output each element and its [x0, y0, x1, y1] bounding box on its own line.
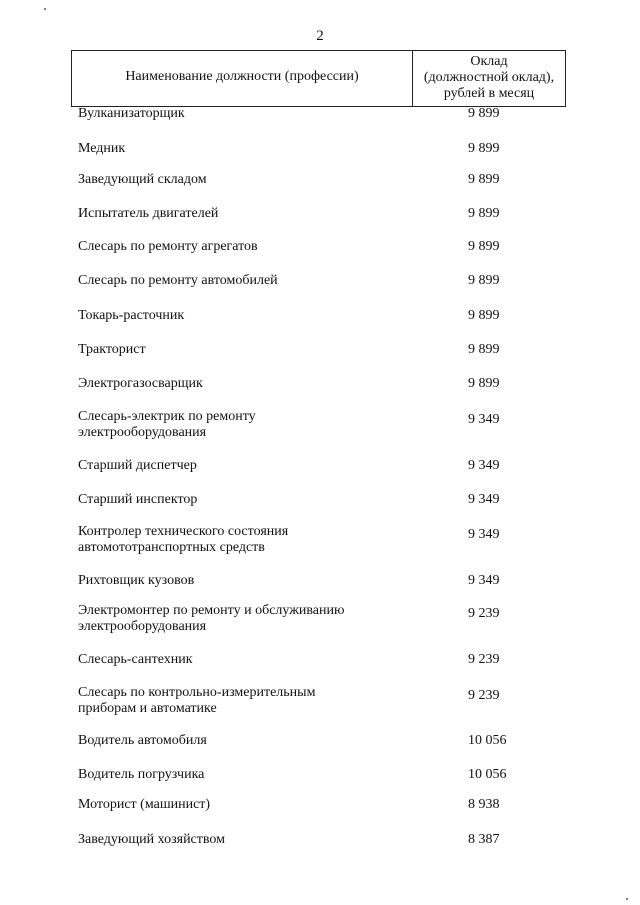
position-name-line: Слесарь по контрольно-измерительным	[78, 685, 316, 700]
column-header-salary	[413, 54, 565, 102]
position-name	[78, 409, 438, 441]
position-name-line: Электромонтер по ремонту и обслуживанию	[78, 603, 345, 618]
salary-value: 9 349	[468, 527, 500, 542]
position-name	[78, 239, 438, 255]
salary-value: 9 899	[468, 239, 500, 254]
position-name-line: Вулканизаторщик	[78, 106, 185, 121]
position-name-line: электрооборудования	[78, 619, 207, 634]
position-name	[78, 273, 438, 289]
position-name-line: электрооборудования	[78, 425, 207, 440]
position-name-line: Контролер технического состояния	[78, 524, 289, 539]
position-name	[78, 106, 438, 122]
position-name-line: Слесарь-сантехник	[78, 652, 193, 667]
salary-value: 9 239	[468, 652, 500, 667]
salary-value: 9 899	[468, 172, 500, 187]
position-name	[78, 308, 438, 324]
position-name-line: автомототранспортных средств	[78, 540, 265, 555]
position-name-line: Тракторист	[78, 342, 146, 357]
salary-value: 9 349	[468, 492, 500, 507]
position-name	[78, 342, 438, 358]
salary-value: 9 349	[468, 458, 500, 473]
position-name	[78, 797, 438, 813]
position-name-line: Водитель автомобиля	[78, 733, 207, 748]
salary-value: 9 349	[468, 573, 500, 588]
salary-value: 9 899	[468, 141, 500, 156]
position-name	[78, 141, 438, 157]
scan-speck	[626, 898, 628, 900]
salary-value: 8 387	[468, 832, 500, 847]
salary-value: 9 899	[468, 273, 500, 288]
position-name-line: Медник	[78, 141, 126, 156]
position-name-line: Токарь-расточник	[78, 308, 185, 323]
position-name-line: Старший диспетчер	[78, 458, 197, 473]
salary-header-line: (должностной оклад),	[423, 70, 555, 85]
position-name	[78, 652, 438, 668]
salary-value: 9 349	[468, 412, 500, 427]
page-number: 2	[316, 28, 324, 44]
scan-speck	[44, 8, 46, 10]
salary-value: 10 056	[468, 767, 507, 782]
position-name-line: Слесарь-электрик по ремонту	[78, 409, 256, 424]
position-name	[78, 767, 438, 783]
salary-header-line: рублей в месяц	[443, 86, 535, 101]
position-name-line: Электрогазосварщик	[78, 376, 203, 391]
salary-header-line: Оклад	[470, 54, 508, 69]
position-name	[78, 458, 438, 474]
column-header-position: Наименование должности (профессии)	[125, 69, 359, 84]
position-name-line: Испытатель двигателей	[78, 206, 219, 221]
position-name	[78, 733, 438, 749]
position-name	[78, 206, 438, 222]
position-name-line: Моторист (машинист)	[78, 797, 211, 812]
position-name	[78, 685, 438, 717]
salary-value: 8 938	[468, 797, 500, 812]
salary-value: 9 899	[468, 342, 500, 357]
position-name-line: Водитель погрузчика	[78, 767, 205, 782]
salary-value: 9 899	[468, 206, 500, 221]
salary-value: 9 239	[468, 606, 500, 621]
position-name-line: Заведующий хозяйством	[78, 832, 225, 847]
salary-value: 9 899	[468, 376, 500, 391]
position-name	[78, 376, 438, 392]
salary-value: 10 056	[468, 733, 507, 748]
position-name-line: Заведующий складом	[78, 172, 207, 187]
position-name-line: Слесарь по ремонту автомобилей	[78, 273, 278, 288]
position-name-line: Рихтовщик кузовов	[78, 573, 195, 588]
position-name	[78, 832, 438, 848]
position-name	[78, 603, 438, 635]
position-name	[78, 172, 438, 188]
salary-value: 9 239	[468, 688, 500, 703]
position-name	[78, 492, 438, 508]
table-header	[71, 50, 566, 107]
salary-value: 9 899	[468, 308, 500, 323]
position-name	[78, 524, 438, 556]
salary-value: 9 899	[468, 106, 500, 121]
position-name-line: приборам и автоматике	[78, 701, 217, 716]
position-name-line: Слесарь по ремонту агрегатов	[78, 239, 258, 254]
position-name-line: Старший инспектор	[78, 492, 198, 507]
position-name	[78, 573, 438, 589]
